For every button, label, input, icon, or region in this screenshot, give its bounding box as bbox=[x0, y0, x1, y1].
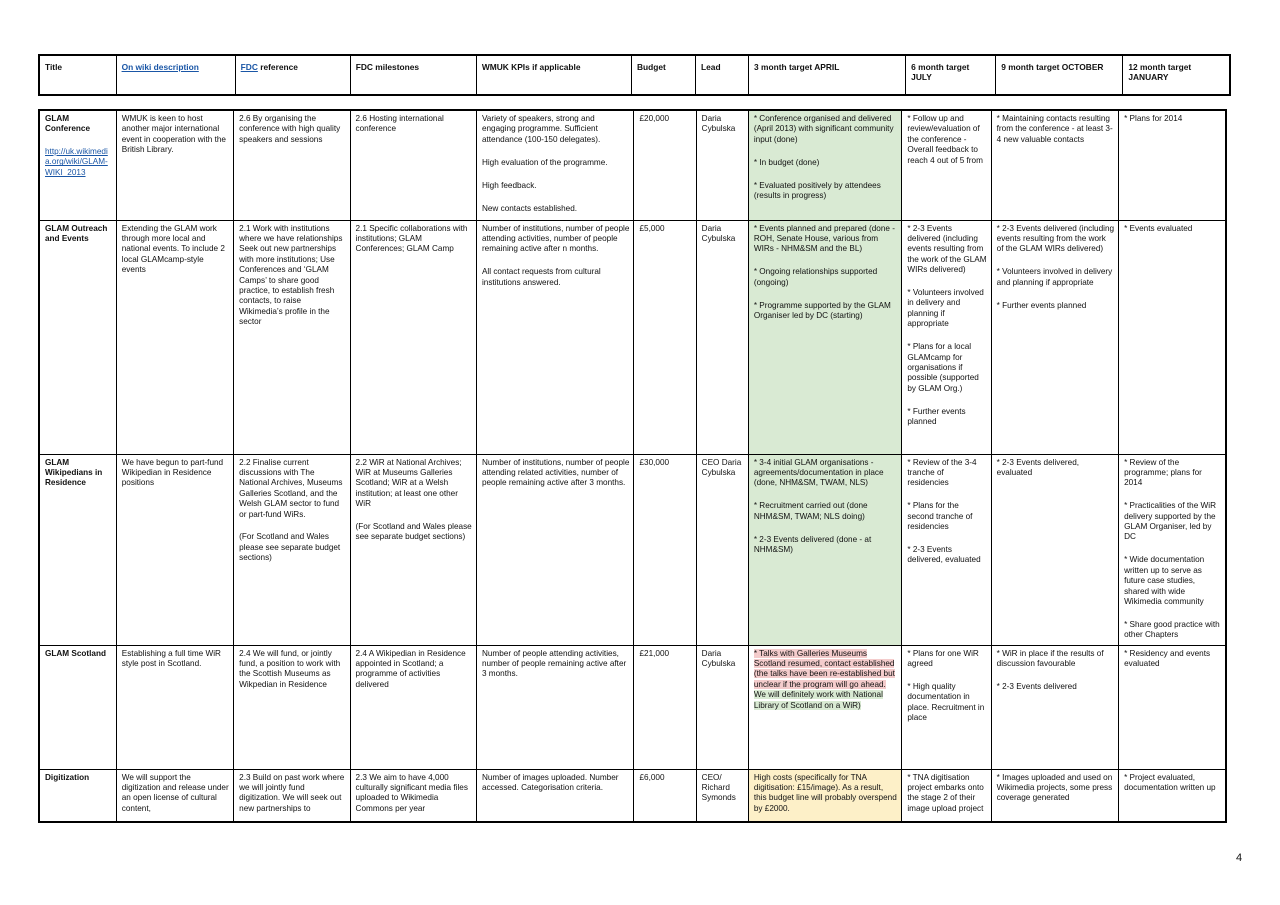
header-table bbox=[38, 54, 1231, 96]
target-text: * High quality documentation in place. Recruitment in place bbox=[907, 681, 985, 723]
target-text: * Plans for one WiR agreed bbox=[907, 648, 979, 668]
target-text: * Images uploaded and used on Wikimedia projects, some press coverage generated bbox=[996, 772, 1113, 803]
milestone-text: 2.2 WiR at National Archives; WiR at Museums Galleries Scotland; WiR at a Welsh institution; at least one other WiR bbox=[355, 457, 462, 509]
target-text: * 3-4 initial GLAM organisations - agreements/documentation in place (done, NHM&SM, TWAM, NLS) bbox=[753, 457, 884, 488]
table-row bbox=[39, 220, 1226, 454]
header-3-month: 3 month target APRIL bbox=[749, 55, 906, 95]
row-description: We will support the digitization and release under an open license of cultural content, bbox=[116, 769, 233, 822]
row-description: We have begun to part-fund Wikipedian in Residence positions bbox=[116, 454, 233, 645]
row-fdc-reference: 2.3 Build on past work where we will jointly fund digitization. We will seek out new partnerships to bbox=[234, 769, 350, 822]
header-9-month: 9 month target OCTOBER bbox=[996, 55, 1123, 95]
header-row bbox=[39, 55, 1230, 95]
row-title: GLAM Scotland bbox=[39, 645, 116, 769]
kpi-text: Number of institutions, number of people attending activities, number of people remaining active after n months. bbox=[481, 223, 630, 254]
target-text: * Further events planned bbox=[907, 406, 966, 427]
page-number: 4 bbox=[1236, 852, 1243, 864]
target-text: * Plans for a local GLAMcamp for organisations if possible (supported by GLAM Org.) bbox=[907, 342, 979, 393]
target-text: * Plans for the second tranche of residencies bbox=[907, 501, 973, 532]
target-text: * Programme supported by the GLAM Organiser led by DC (starting) bbox=[753, 300, 891, 320]
target-text: * 2-3 Events delivered, evaluated bbox=[907, 544, 981, 565]
target-text: * Recruitment carried out (done NHM&SM, TWAM; NLS doing) bbox=[753, 501, 868, 521]
kpi-text: Number of images uploaded. Number accessed. Categorisation criteria. bbox=[481, 772, 619, 792]
row-lead: Daria Cybulska bbox=[696, 220, 748, 454]
header-12-month: 12 month target JANUARY bbox=[1123, 55, 1230, 95]
row-description: WMUK is keen to host another major international event in cooperation with the British Library. bbox=[116, 110, 233, 220]
header-6-month: 6 month target JULY bbox=[906, 55, 996, 95]
table-row bbox=[39, 454, 1226, 645]
target-text: * 2-3 Events delivered (done - at NHM&SM) bbox=[753, 534, 872, 554]
kpi-text: Number of people attending activities, number of people remaining active after 3 months. bbox=[481, 648, 627, 679]
header-kpis: WMUK KPIs if applicable bbox=[476, 55, 631, 95]
row-lead: CEO Daria Cybulska bbox=[696, 454, 748, 645]
row-budget: £21,000 bbox=[634, 645, 696, 769]
table-row bbox=[39, 769, 1226, 822]
kpi-text: Number of institutions, number of people attending related activities, number of people remaining active after 3 months. bbox=[481, 457, 630, 488]
row-description: Establishing a full time WiR style post in Scotland. bbox=[116, 645, 233, 769]
milestone-text: (For Scotland and Wales please see separate budget sections) bbox=[355, 522, 472, 542]
row-budget: £20,000 bbox=[634, 110, 696, 220]
header-title: Title bbox=[39, 55, 116, 95]
target-text: * Volunteers involved in delivery and planning if appropriate bbox=[996, 267, 1113, 287]
row-lead: Daria Cybulska bbox=[696, 645, 748, 769]
kpi-text: High feedback. bbox=[481, 180, 537, 190]
row-lead: Daria Cybulska bbox=[696, 110, 748, 220]
table-row bbox=[39, 645, 1226, 769]
target-text: * TNA digitisation project embarks onto the stage 2 of their image upload project bbox=[907, 772, 984, 813]
target-text: * Events planned and prepared (done - ROH, Senate House, various from WIRs - NHM&SM and the BL) bbox=[753, 223, 895, 254]
highlighted-target-text: We will definitely work with National Library of Scotland on a WiR) bbox=[753, 690, 883, 710]
target-text: * Plans for 2014 bbox=[1124, 114, 1183, 123]
target-text: * Review of the 3-4 tranche of residencies bbox=[907, 457, 977, 488]
row-milestones: 2.3 We aim to have 4,000 culturally significant media files uploaded to Wikimedia Commons per year bbox=[350, 769, 476, 822]
row-title: Digitization bbox=[39, 769, 116, 822]
target-text: * Maintaining contacts resulting from the conference - at least 3-4 new valuable contacts bbox=[996, 114, 1113, 144]
highlighted-target-text: * Talks with Galleries Museums Scotland resumed, contact established (the talks have been re-established but unclear if the program will go ahead. bbox=[753, 648, 895, 689]
glam-wiki-link[interactable]: http://uk.wikimedia.org/wiki/GLAM-WIKI_2013 bbox=[45, 146, 108, 177]
row-title: GLAM Outreach and Events bbox=[39, 220, 116, 454]
target-text: * Wide documentation written up to serve as future case studies, shared with wide Wikimedia community bbox=[1124, 555, 1205, 606]
target-text: * Volunteers involved in delivery and planning if appropriate bbox=[907, 288, 984, 329]
header-budget: Budget bbox=[631, 55, 695, 95]
kpi-text: All contact requests from cultural institutions answered. bbox=[481, 267, 601, 287]
target-text: * Project evaluated, documentation written up bbox=[1124, 772, 1216, 792]
target-text: * Events evaluated bbox=[1124, 223, 1193, 233]
row-budget: £30,000 bbox=[634, 454, 696, 645]
target-text: * WiR in place if the results of discussion favourable bbox=[996, 648, 1104, 668]
fdc-reference-header: reference bbox=[257, 62, 298, 72]
row-fdc-reference: 2.6 By organising the conference with high quality speakers and sessions bbox=[234, 110, 350, 220]
target-text: * Follow up and review/evaluation of the conference - Overall feedback to reach 4 out of 5 from bbox=[907, 114, 983, 165]
header-fdc-milestones: FDC milestones bbox=[350, 55, 476, 95]
row-milestones: 2.4 A Wikipedian in Residence appointed in Scotland; a programme of activities delivered bbox=[350, 645, 476, 769]
row-milestones: 2.6 Hosting international conference bbox=[350, 110, 476, 220]
target-text: * Practicalities of the WiR delivery supported by the GLAM Organiser, led by DC bbox=[1124, 501, 1216, 542]
target-text: * Conference organised and delivered (April 2013) with significant community input (done) bbox=[753, 114, 894, 144]
target-text: High costs (specifically for TNA digitisation: £15/image). As a result, this budget line will probably overspend by £2000. bbox=[753, 772, 897, 813]
fdc-reference-text: 2.2 Finalise current discussions with The National Archives, Museums Galleries Scotland, and the Welsh GLAM sector to fund or part-fund WiRs. bbox=[239, 457, 343, 519]
row-budget: £5,000 bbox=[634, 220, 696, 454]
target-text: * In budget (done) bbox=[753, 157, 820, 167]
row-title: GLAM Conference bbox=[45, 114, 91, 134]
plan-table bbox=[38, 109, 1227, 823]
kpi-text: High evaluation of the programme. bbox=[481, 157, 608, 167]
table-row bbox=[39, 110, 1226, 220]
row-lead: CEO/ Richard Symonds bbox=[696, 769, 748, 822]
target-text: * Evaluated positively by attendees (results in progress) bbox=[753, 180, 881, 201]
row-milestones: 2.1 Specific collaborations with institutions; GLAM Conferences; GLAM Camp bbox=[350, 220, 476, 454]
target-text: * 2-3 Events delivered, evaluated bbox=[996, 457, 1080, 477]
row-description: Extending the GLAM work through more local and national events. To include 2 local GLAMcamp-style events bbox=[116, 220, 233, 454]
target-text: * Ongoing relationships supported (ongoing) bbox=[753, 267, 878, 287]
row-budget: £6,000 bbox=[634, 769, 696, 822]
target-text: * 2-3 Events delivered bbox=[996, 681, 1077, 691]
kpi-text: New contacts established. bbox=[481, 203, 578, 213]
target-text: * Residency and events evaluated bbox=[1124, 648, 1211, 668]
kpi-text: Variety of speakers, strong and engaging programme. Sufficient attendance (100-150 delegates). bbox=[481, 114, 601, 144]
header-lead: Lead bbox=[696, 55, 749, 95]
wiki-description-link[interactable]: On wiki description bbox=[121, 62, 199, 72]
target-text: * Share good practice with other Chapters bbox=[1124, 619, 1220, 640]
fdc-reference-text: (For Scotland and Wales please see separate budget sections) bbox=[239, 532, 341, 563]
target-text: * Further events planned bbox=[996, 300, 1087, 310]
target-text: * Review of the programme; plans for 2014 bbox=[1124, 457, 1202, 488]
target-text: * 2-3 Events delivered (including events resulting from the work of the GLAM WIRs delivered) bbox=[996, 223, 1115, 254]
target-text: * 2-3 Events delivered (including events resulting from the work of the GLAM WIRs delivered) bbox=[907, 223, 987, 275]
row-title: GLAM Wikipedians in Residence bbox=[39, 454, 116, 645]
row-fdc-reference: 2.1 Work with institutions where we have relationships Seek out new partnerships with more institutions; Use Conferences and ‘GLAM Camps’ to share good practice, to establish fresh contacts, to raise Wikimedia’s profile in the sector bbox=[234, 220, 350, 454]
row-fdc-reference: 2.4 We will fund, or jointly fund, a position to work with the Scottish Museums as Wikpedian in Residence bbox=[234, 645, 350, 769]
fdc-link[interactable]: FDC bbox=[240, 62, 258, 72]
